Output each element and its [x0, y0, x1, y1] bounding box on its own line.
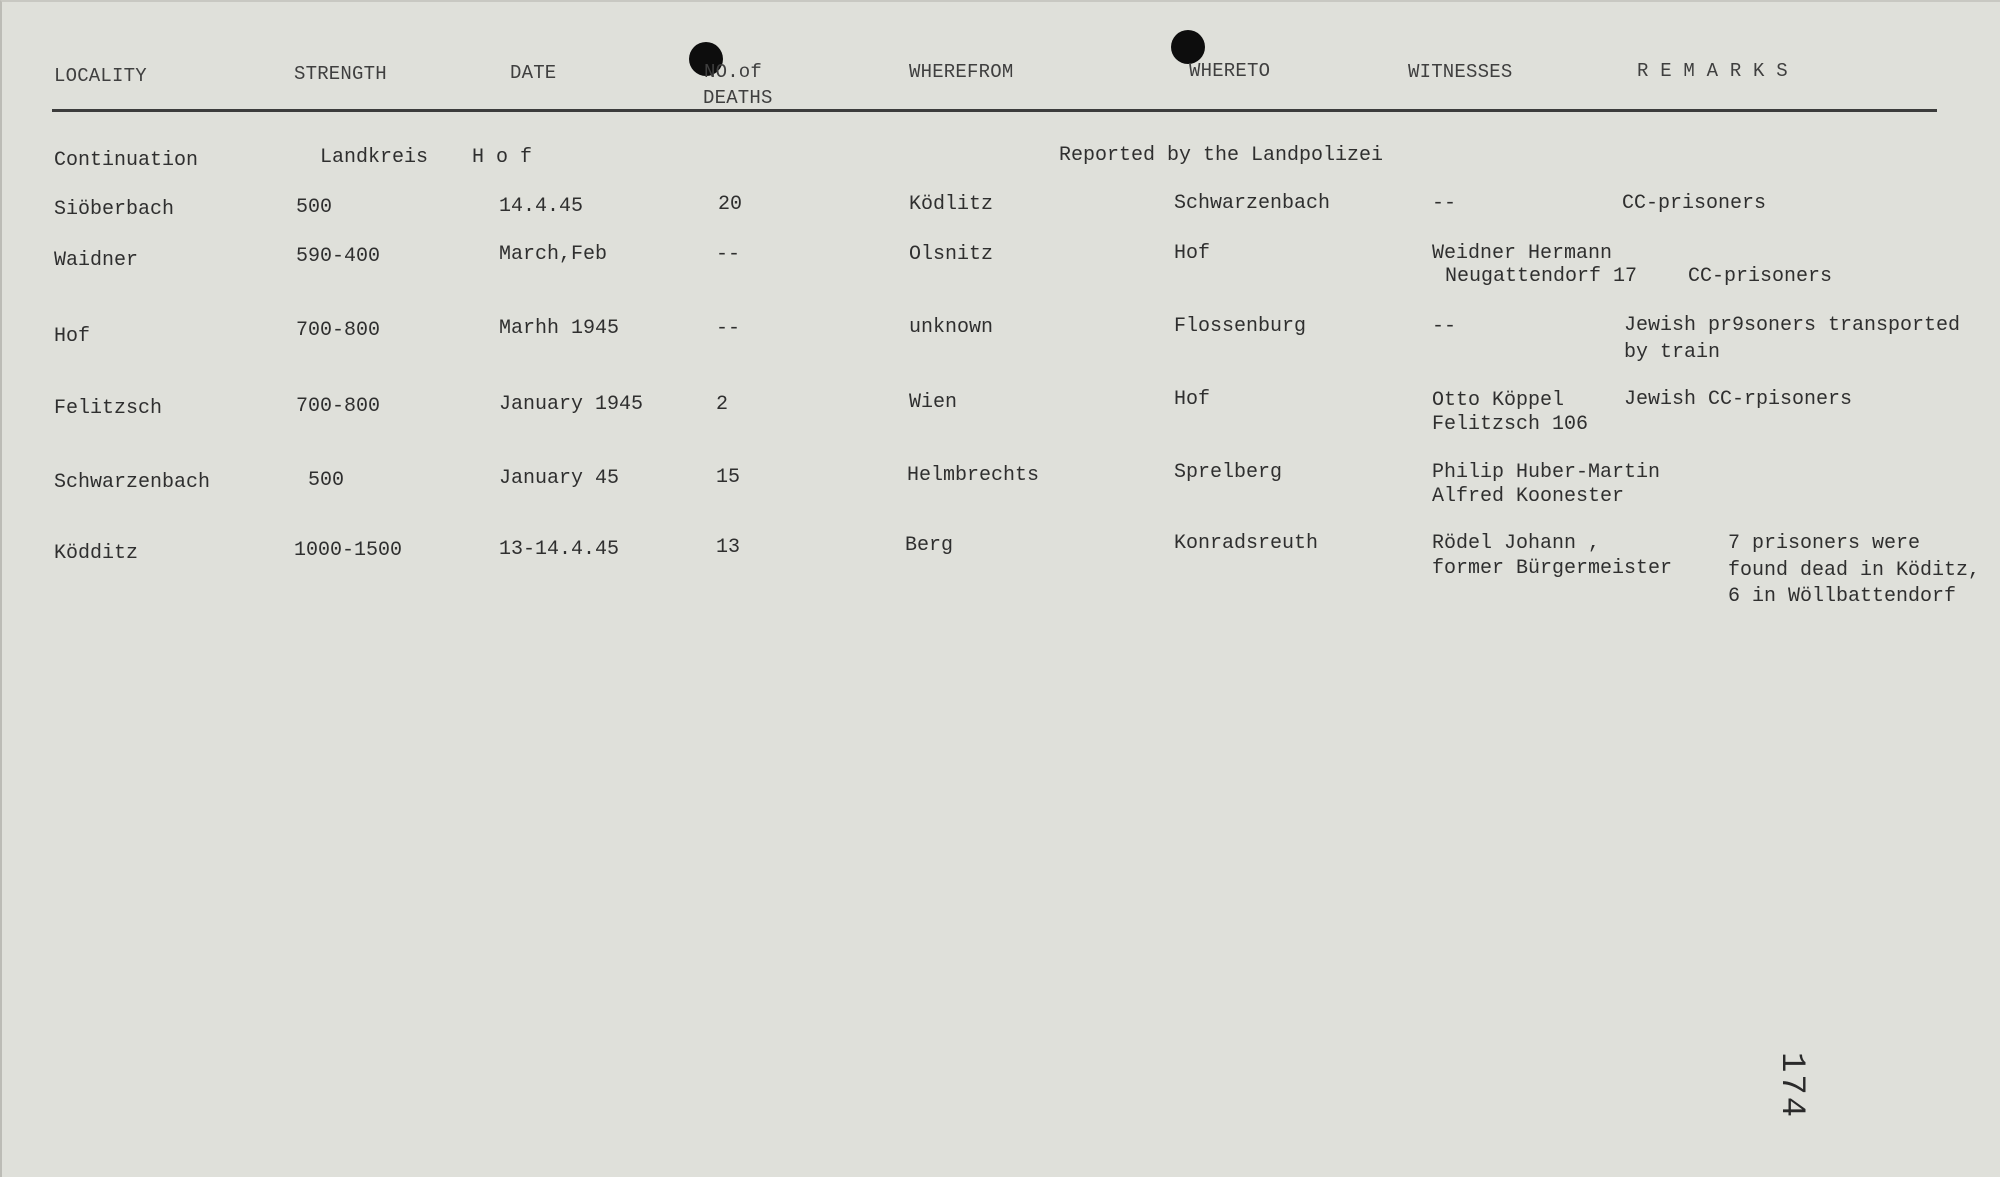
- wherefrom-cell: Helmbrechts: [907, 464, 1040, 487]
- wherefrom-cell: Berg: [905, 534, 954, 557]
- locality-cell: Schwarzenbach: [54, 471, 211, 494]
- witness-line: Neugattendorf 17: [1445, 265, 1638, 288]
- header-rule: [52, 109, 1937, 112]
- remarks-line: CC-prisoners: [1688, 265, 1833, 288]
- witness-line: Felitzsch 106: [1432, 413, 1589, 436]
- witness-line: Otto Köppel: [1432, 389, 1565, 412]
- date-cell: January 1945: [499, 393, 644, 416]
- remarks-line: found dead in Köditz,: [1728, 559, 1981, 582]
- continuation-label: Continuation: [54, 149, 199, 172]
- header-remarks: R E M A R K S: [1637, 60, 1788, 82]
- strength-cell: 500: [296, 196, 333, 219]
- date-cell: Marhh 1945: [499, 317, 620, 340]
- remarks-line: Jewish CC-rpisoners: [1624, 388, 1853, 411]
- witness-line: Alfred Koonester: [1432, 485, 1625, 508]
- header-whereto: WHERETO: [1189, 60, 1271, 82]
- deaths-cell: --: [716, 317, 741, 340]
- locality-cell: Siöberbach: [54, 198, 175, 221]
- wherefrom-cell: Ködlitz: [909, 193, 994, 216]
- date-cell: 13-14.4.45: [499, 538, 620, 561]
- witness-line: Rödel Johann ,: [1432, 532, 1601, 555]
- header-date: DATE: [510, 62, 557, 84]
- header-no-of: NO.of: [704, 61, 763, 83]
- strength-cell: 700-800: [296, 319, 381, 342]
- witness-line: --: [1432, 192, 1457, 215]
- whereto-cell: Schwarzenbach: [1174, 192, 1331, 215]
- remarks-line: Jewish pr9soners transported: [1624, 314, 1961, 337]
- date-cell: March,Feb: [499, 243, 608, 266]
- remarks-line: CC-prisoners: [1622, 192, 1767, 215]
- deaths-cell: --: [716, 243, 741, 266]
- remarks-line: 6 in Wöllbattendorf: [1728, 585, 1957, 608]
- header-wherefrom: WHEREFROM: [909, 61, 1014, 83]
- strength-cell: 700-800: [296, 395, 381, 418]
- header-strength: STRENGTH: [294, 63, 387, 85]
- locality-cell: Waidner: [54, 249, 139, 272]
- locality-cell: Ködditz: [54, 542, 139, 565]
- witness-line: former Bürgermeister: [1432, 557, 1673, 580]
- deaths-cell: 20: [718, 193, 743, 216]
- whereto-cell: Hof: [1174, 242, 1211, 265]
- landkreis-label: Landkreis: [320, 146, 429, 169]
- header-witnesses: WITNESSES: [1408, 61, 1513, 83]
- locality-cell: Hof: [54, 325, 91, 348]
- whereto-cell: Sprelberg: [1174, 461, 1283, 484]
- header-deaths: DEATHS: [703, 87, 773, 109]
- district-name: H o f: [472, 146, 533, 169]
- deaths-cell: 13: [716, 536, 741, 559]
- deaths-cell: 15: [716, 466, 741, 489]
- witness-line: Weidner Hermann: [1432, 242, 1613, 265]
- page-number: 174: [1772, 1052, 1810, 1120]
- strength-cell: 590-400: [296, 245, 381, 268]
- wherefrom-cell: unknown: [909, 316, 994, 339]
- date-cell: January 45: [499, 467, 620, 490]
- whereto-cell: Flossenburg: [1174, 315, 1307, 338]
- witness-line: --: [1432, 315, 1457, 338]
- locality-cell: Felitzsch: [54, 397, 163, 420]
- deaths-cell: 2: [716, 393, 729, 416]
- reported-by: Reported by the Landpolizei: [1059, 144, 1384, 167]
- strength-cell: 1000-1500: [294, 539, 403, 562]
- date-cell: 14.4.45: [499, 195, 584, 218]
- wherefrom-cell: Olsnitz: [909, 243, 994, 266]
- whereto-cell: Hof: [1174, 388, 1211, 411]
- remarks-line: by train: [1624, 341, 1721, 364]
- header-locality: LOCALITY: [54, 65, 147, 87]
- strength-cell: 500: [308, 469, 345, 492]
- wherefrom-cell: Wien: [909, 391, 958, 414]
- remarks-line: 7 prisoners were: [1728, 532, 1921, 555]
- witness-line: Philip Huber-Martin: [1432, 461, 1661, 484]
- whereto-cell: Konradsreuth: [1174, 532, 1319, 555]
